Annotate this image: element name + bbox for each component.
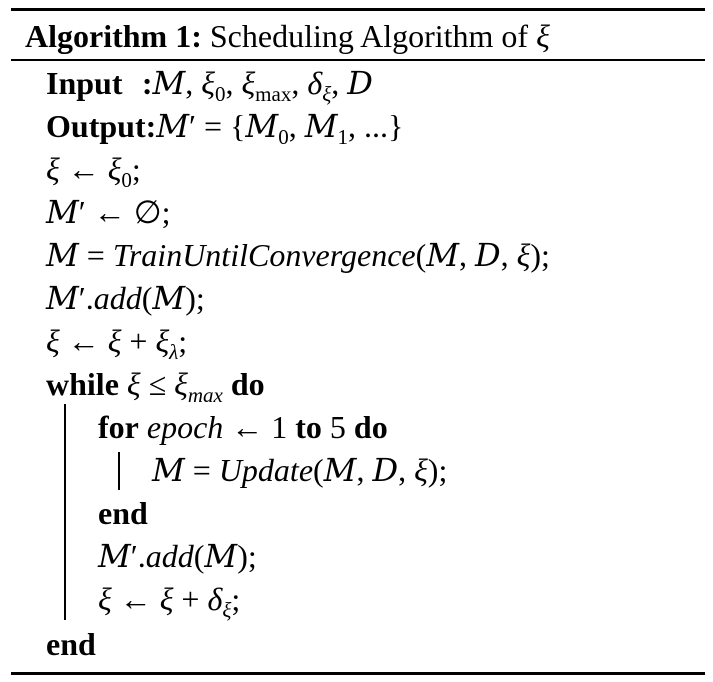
add-function: add [93,280,142,316]
output-separator: : [145,108,157,144]
algorithm-caption [25,16,550,56]
output-expression: $M' = \{M_0$, $M_1$, ...} [156,107,404,149]
step-line: ξ ← $\xi + \delta_\xi$; [98,581,241,622]
train-line: M = TrainUntilConvergence(M, D, ξ); [46,236,550,274]
increment-line: ξ ← $\xi + \xi_\lambda$; [46,323,188,364]
while-block-bar [64,404,66,620]
algorithm-label: Algorithm 1: [25,18,202,54]
end-for-keyword: end [98,495,148,531]
end-while-line [46,624,96,664]
for-line: for epoch ← 1 to 5 do [98,409,388,445]
caption-rule [11,59,705,61]
while-keyword: while [46,366,119,402]
while-line: while $\xi \le \xi_{max}$ do [46,366,265,407]
end-for-line [98,493,148,533]
init-xi-line: ξ ← $\xi_0$; [46,151,141,192]
add-in-loop-line: M′.add(M); [98,537,257,575]
init-set-line: M′ ← ∅; [46,193,171,231]
to-keyword: to [295,409,322,445]
top-rule [11,8,705,11]
update-line: M = Update(M, D, ξ); [152,451,448,489]
train-function: TrainUntilConvergence [112,237,416,273]
output-line [46,106,404,149]
update-function: Update [218,452,314,488]
bottom-rule [11,672,705,675]
input-keyword: Input [46,65,123,101]
input-expression: M, $\xi_0$, $\xi_{max}$, $\delta_\xi$, D [152,64,373,106]
while-do-keyword: do [230,366,265,402]
end-while-keyword: end [46,626,96,662]
add-in-loop-function: add [145,538,194,574]
output-keyword: Output [46,108,146,144]
input-separator: : [141,65,153,101]
for-variable: epoch [146,409,224,445]
for-block-bar [118,452,120,490]
algorithm-title: Scheduling Algorithm of ξ [209,18,550,54]
for-keyword: for [98,409,139,445]
add-line: M′.add(M); [46,279,205,317]
for-do-keyword: do [353,409,388,445]
input-line [46,63,373,106]
